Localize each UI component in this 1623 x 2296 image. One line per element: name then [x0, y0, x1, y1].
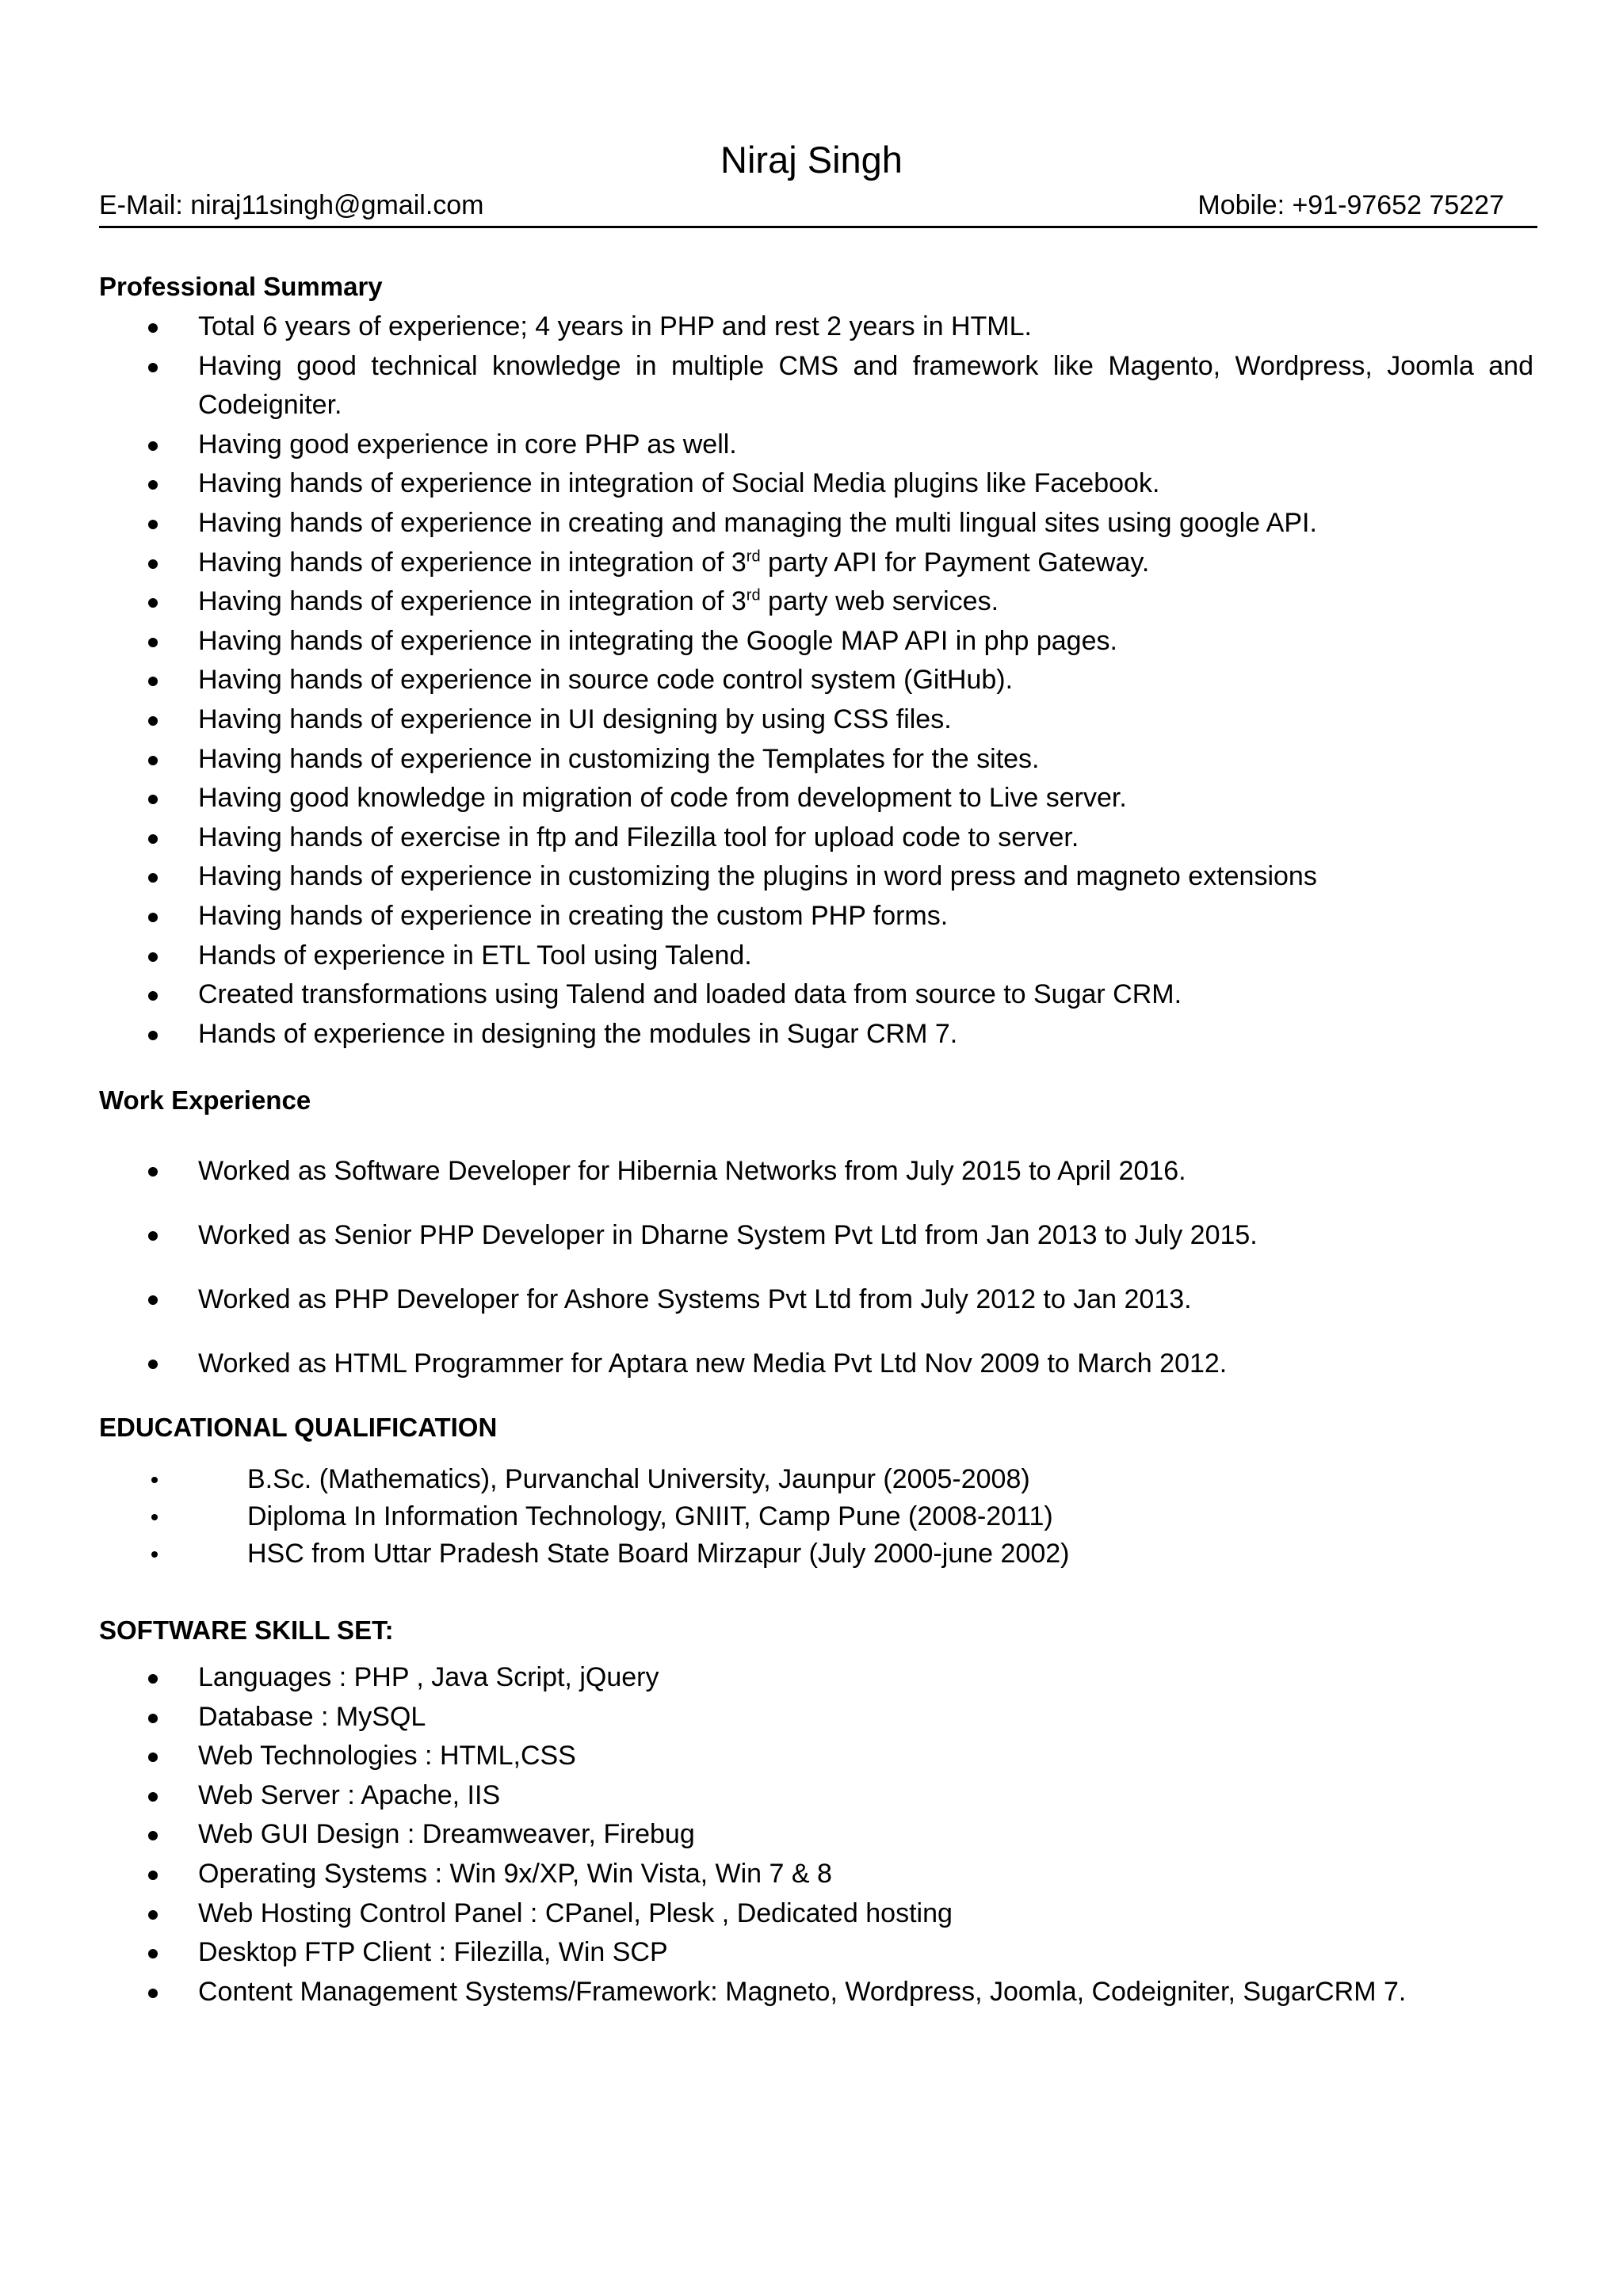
- bullet-icon: [148, 913, 158, 922]
- education-item-text: Diploma In Information Technology, GNIIT, Camp Pune (2008-2011): [247, 1501, 1053, 1531]
- education-item: [0, 1498, 1515, 1535]
- bullet-icon: [148, 1674, 158, 1684]
- summary-item: [0, 740, 1533, 780]
- summary-item-text: Having hands of experience in integrating the Google MAP API in php pages.: [198, 625, 1117, 656]
- bullet-icon: [148, 1714, 158, 1723]
- skill-item-text: Web Technologies : HTML,CSS: [198, 1741, 576, 1772]
- summary-list: [0, 307, 1623, 1054]
- bullet-icon: [148, 873, 158, 883]
- bullet-icon: [148, 1360, 158, 1369]
- bullet-icon: [148, 480, 158, 490]
- summary-item-text: Having hands of exercise in ftp and Filezilla tool for upload code to server.: [198, 822, 1079, 852]
- bullet-icon: [151, 1477, 158, 1483]
- summary-item: [0, 543, 1533, 583]
- summary-item-text: Having hands of experience in UI designing by using CSS files.: [198, 704, 952, 734]
- summary-item-text: Having hands of experience in integration of 3: [198, 586, 747, 617]
- candidate-name: Niraj Singh: [720, 139, 903, 181]
- work-heading: Work Experience: [99, 1085, 311, 1115]
- summary-item-text: Total 6 years of experience; 4 years in PHP and rest 2 years in HTML.: [198, 311, 1032, 341]
- bullet-icon: [148, 677, 158, 686]
- summary-item-text: Having hands of experience in integration of 3: [198, 547, 747, 578]
- summary-item-text: party web services.: [760, 586, 999, 617]
- summary-item-text: Hands of experience in designing the modules in Sugar CRM 7.: [198, 1018, 958, 1049]
- summary-item: [0, 975, 1533, 1015]
- summary-item: [0, 779, 1533, 818]
- summary-item-text: Having hands of experience in source code control system (GitHub).: [198, 665, 1014, 696]
- summary-item: [0, 897, 1533, 936]
- summary-item: [0, 936, 1533, 976]
- summary-item: [0, 347, 1533, 425]
- summary-item: [0, 307, 1533, 347]
- bullet-icon: [148, 441, 158, 451]
- work-item-text: Worked as Senior PHP Developer in Dharne System Pvt Ltd from Jan 2013 to July 2015.: [198, 1220, 1258, 1250]
- summary-item: [0, 425, 1533, 465]
- contact-row: [99, 188, 1537, 228]
- bullet-icon: [151, 1551, 158, 1558]
- work-item: [0, 1203, 1533, 1268]
- bullet-icon: [148, 1831, 158, 1840]
- bullet-icon: [148, 716, 158, 726]
- work-item-text: Worked as Software Developer for Hibernia Networks from July 2015 to April 2016.: [198, 1156, 1186, 1186]
- bullet-icon: [148, 1949, 158, 1958]
- bullet-icon: [148, 1231, 158, 1241]
- summary-item: [0, 504, 1533, 543]
- bullet-icon: [148, 1989, 158, 1998]
- ordinal-suffix: rd: [746, 547, 761, 566]
- summary-item: [0, 1015, 1533, 1055]
- skill-item-text: Content Management Systems/Framework: Magneto, Wordpress, Joomla, Codeigniter, SugarCRM 7.: [198, 1976, 1407, 2007]
- summary-item-text: Having good knowledge in migration of code from development to Live server.: [198, 783, 1127, 814]
- bullet-icon: [148, 323, 158, 333]
- summary-heading: Professional Summary: [99, 272, 383, 301]
- work-item: [0, 1268, 1533, 1332]
- bullet-icon: [148, 598, 158, 608]
- skill-item: [0, 1698, 1533, 1737]
- summary-item-text: Having hands of experience in customizing the Templates for the sites.: [198, 743, 1040, 774]
- bullet-icon: [148, 991, 158, 1001]
- education-heading: EDUCATIONAL QUALIFICATION: [99, 1413, 498, 1442]
- bullet-icon: [148, 952, 158, 962]
- work-item: [0, 1139, 1533, 1203]
- skill-item: [0, 1894, 1533, 1934]
- education-list: [0, 1461, 1623, 1573]
- email-text: E-Mail: niraj11singh@gmail.com: [99, 190, 484, 220]
- skill-item-text: Operating Systems : Win 9x/XP, Win Vista, Win 7 & 8: [198, 1858, 832, 1889]
- bullet-icon: [148, 795, 158, 804]
- summary-item: [0, 700, 1533, 740]
- bullet-icon: [148, 1295, 158, 1305]
- summary-item: [0, 582, 1533, 622]
- skill-item: [0, 1658, 1533, 1698]
- bullet-icon: [148, 1871, 158, 1880]
- skill-item: [0, 1776, 1533, 1816]
- summary-item-text: Having hands of experience in integration of Social Media plugins like Facebook.: [198, 468, 1160, 499]
- bullet-icon: [148, 1753, 158, 1762]
- education-item: [0, 1535, 1515, 1573]
- skill-item-text: Web Server : Apache, IIS: [198, 1779, 501, 1810]
- skill-item-text: Web GUI Design : Dreamweaver, Firebug: [198, 1819, 695, 1850]
- summary-item-text: Created transformations using Talend and loaded data from source to Sugar CRM.: [198, 979, 1182, 1010]
- bullet-icon: [148, 559, 158, 569]
- skill-item: [0, 1933, 1533, 1973]
- summary-item-text: party API for Payment Gateway.: [760, 547, 1150, 578]
- summary-item-text: Having hands of experience in creating and managing the multi lingual sites using google API.: [198, 507, 1317, 538]
- work-list: [0, 1139, 1623, 1396]
- summary-item: [0, 622, 1533, 662]
- bullet-icon: [148, 756, 158, 765]
- summary-item: [0, 857, 1533, 897]
- bullet-icon: [148, 1792, 158, 1802]
- skills-list: [0, 1658, 1623, 2012]
- summary-item-text: Having hands of experience in customizing the plugins in word press and magneto extensions: [198, 861, 1317, 892]
- skill-item-text: Web Hosting Control Panel : CPanel, Plesk , Dedicated hosting: [198, 1897, 953, 1928]
- skill-item-text: Database : MySQL: [198, 1701, 426, 1732]
- bullet-icon: [148, 363, 158, 372]
- summary-item: [0, 661, 1533, 700]
- summary-item-text: Having hands of experience in creating the custom PHP forms.: [198, 900, 949, 931]
- summary-item-text: Having good technical knowledge in multiple CMS and framework like Magento, Wordpress, Joomla and Codeigniter.: [198, 350, 1533, 421]
- summary-item: [0, 464, 1533, 504]
- education-item-text: HSC from Uttar Pradesh State Board Mirzapur (July 2000-june 2002): [247, 1539, 1070, 1569]
- bullet-icon: [148, 1910, 158, 1920]
- work-item-text: Worked as PHP Developer for Ashore Systems Pvt Ltd from July 2012 to Jan 2013.: [198, 1284, 1192, 1314]
- work-item: [0, 1332, 1533, 1396]
- bullet-icon: [148, 834, 158, 844]
- mobile-text: Mobile: +91-97652 75227: [1197, 190, 1504, 220]
- skill-item: [0, 1815, 1533, 1855]
- skill-item-text: Desktop FTP Client : Filezilla, Win SCP: [198, 1937, 668, 1968]
- education-item: [0, 1461, 1515, 1498]
- skill-item-text: Languages : PHP , Java Script, jQuery: [198, 1662, 659, 1692]
- bullet-icon: [148, 638, 158, 647]
- ordinal-suffix: rd: [746, 586, 761, 605]
- bullet-icon: [148, 520, 158, 529]
- skills-heading: SOFTWARE SKILL SET:: [99, 1615, 394, 1645]
- bullet-icon: [148, 1031, 158, 1040]
- skill-item: [0, 1973, 1533, 2012]
- summary-item-text: Having good experience in core PHP as well.: [198, 429, 737, 460]
- summary-item-text: Hands of experience in ETL Tool using Talend.: [198, 940, 752, 971]
- bullet-icon: [151, 1514, 158, 1520]
- summary-item: [0, 818, 1533, 858]
- bullet-icon: [148, 1167, 158, 1177]
- skill-item: [0, 1855, 1533, 1894]
- work-item-text: Worked as HTML Programmer for Aptara new Media Pvt Ltd Nov 2009 to March 2012.: [198, 1348, 1228, 1379]
- skill-item: [0, 1737, 1533, 1776]
- education-item-text: B.Sc. (Mathematics), Purvanchal University, Jaunpur (2005-2008): [247, 1464, 1030, 1494]
